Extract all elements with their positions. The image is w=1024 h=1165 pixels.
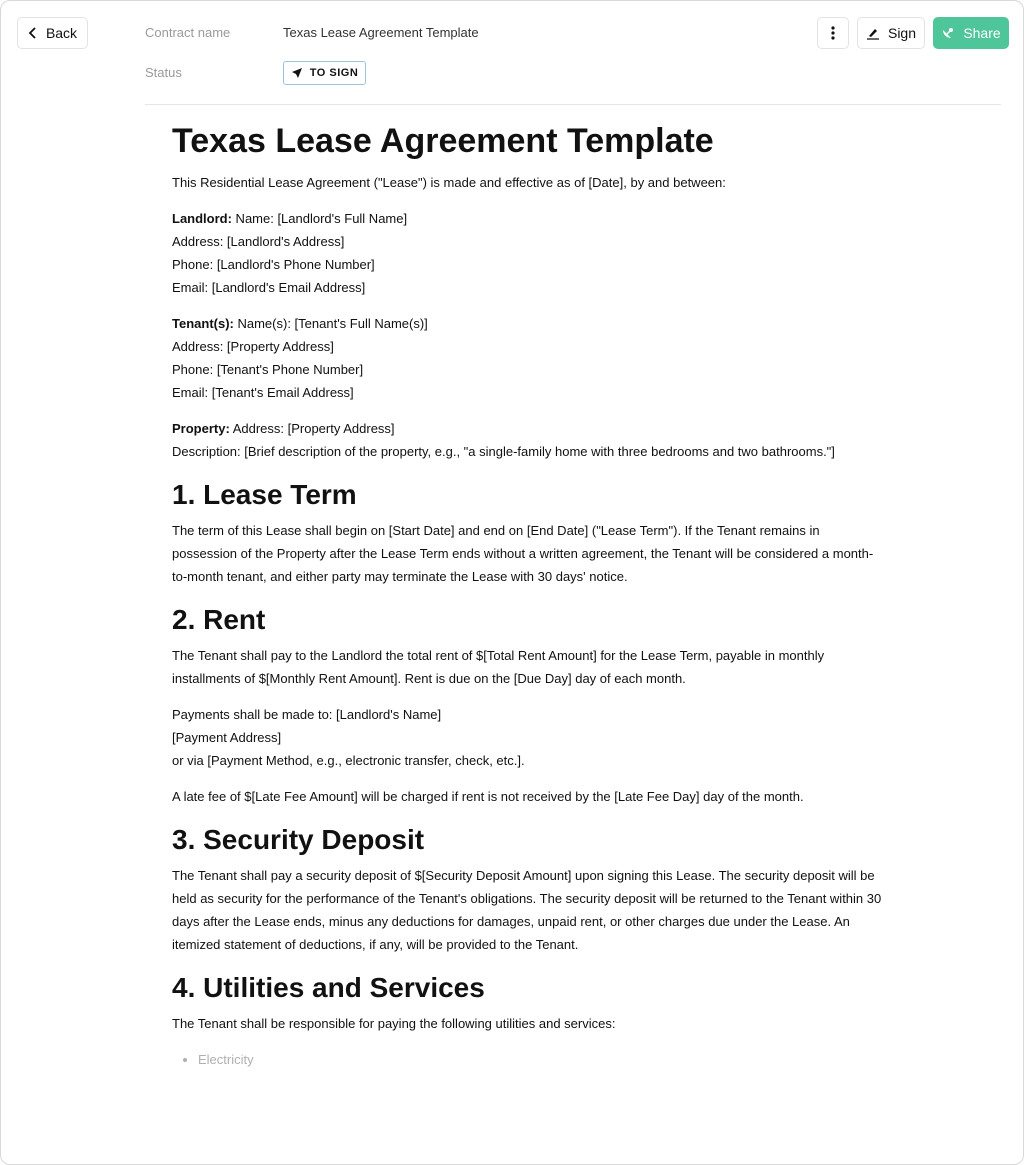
section-heading: 2. Rent: [172, 604, 266, 635]
contract-name-label: Contract name: [145, 25, 231, 40]
more-vertical-icon: [831, 26, 835, 40]
property-description: Description: [Brief description of the property, e.g., "a single-family home with three bedrooms and two bathrooms."]: [172, 444, 835, 459]
section-paragraph: The Tenant shall be responsible for paying the following utilities and services:: [172, 1016, 616, 1031]
property-block: [172, 417, 882, 463]
intro-paragraph: This Residential Lease Agreement ("Lease") is made and effective as of [Date], by and between:: [172, 175, 726, 190]
property-label: Property:: [172, 421, 230, 436]
header-divider: [145, 104, 1001, 105]
section-heading: 4. Utilities and Services: [172, 972, 485, 1003]
utilities-list: [198, 1048, 882, 1071]
section-paragraph: The term of this Lease shall begin on [Start Date] and end on [End Date] ("Lease Term"). If the Tenant remains in possession of the Property after the Lease Term ends without a written agreement, the Tenant will be considered a month-to-month tenant, and either party may terminate the Lease with 30 days' notice.: [172, 523, 874, 584]
tenant-address: Address: [Property Address]: [172, 339, 334, 354]
paper-plane-icon: [291, 67, 303, 79]
payment-line: or via [Payment Method, e.g., electronic transfer, check, etc.].: [172, 753, 525, 768]
signature-icon: [866, 26, 880, 40]
tenant-name: Name(s): [Tenant's Full Name(s)]: [233, 316, 428, 331]
sign-button[interactable]: [857, 17, 925, 49]
payment-block: [172, 703, 882, 772]
status-badge: [283, 61, 366, 85]
document-body: [172, 119, 882, 1071]
tenant-block: [172, 312, 882, 404]
status-text: TO SIGN: [309, 67, 359, 79]
contract-name-value: Texas Lease Agreement Template: [283, 25, 479, 40]
back-button[interactable]: [17, 17, 88, 49]
section-paragraph: A late fee of $[Late Fee Amount] will be charged if rent is not received by the [Late Fee Day] day of the month.: [172, 789, 804, 804]
tenant-label: Tenant(s):: [172, 316, 234, 331]
satellite-dish-icon: [941, 26, 955, 40]
share-label: Share: [963, 25, 1001, 41]
document-title: Texas Lease Agreement Template: [172, 122, 714, 160]
chevron-left-icon: [28, 26, 38, 40]
property-address: Address: [Property Address]: [229, 421, 395, 436]
landlord-label: Landlord:: [172, 211, 232, 226]
landlord-address: Address: [Landlord's Address]: [172, 234, 345, 249]
tenant-phone: Phone: [Tenant's Phone Number]: [172, 362, 364, 377]
landlord-block: [172, 207, 882, 299]
status-label: Status: [145, 65, 182, 80]
section-paragraph: The Tenant shall pay a security deposit of $[Security Deposit Amount] upon signing this Lease. The security deposit will be held as security for the performance of the Tenant's obligations. The security deposit will be returned to the Tenant within 30 days after the Lease ends, minus any deductions for damages, unpaid rent, or other charges due under the Lease. An itemized statement of deductions, if any, will be provided to the Tenant.: [172, 868, 882, 952]
landlord-phone: Phone: [Landlord's Phone Number]: [172, 257, 375, 272]
landlord-email: Email: [Landlord's Email Address]: [172, 280, 366, 295]
payment-line: [Payment Address]: [172, 730, 282, 745]
landlord-name: Name: [Landlord's Full Name]: [231, 211, 408, 226]
sign-label: Sign: [887, 25, 917, 41]
more-options-button[interactable]: [817, 17, 849, 49]
section-paragraph: The Tenant shall pay to the Landlord the total rent of $[Total Rent Amount] for the Lease Term, payable in monthly installments of $[Monthly Rent Amount]. Rent is due on the [Due Day] day of each month.: [172, 648, 825, 686]
tenant-email: Email: [Tenant's Email Address]: [172, 385, 354, 400]
payment-line: Payments shall be made to: [Landlord's Name]: [172, 707, 442, 722]
share-button[interactable]: [933, 17, 1009, 49]
section-heading: 3. Security Deposit: [172, 824, 425, 855]
list-item: • Electricity: [198, 1048, 882, 1071]
section-heading: 1. Lease Term: [172, 479, 357, 510]
back-label: Back: [45, 25, 78, 41]
